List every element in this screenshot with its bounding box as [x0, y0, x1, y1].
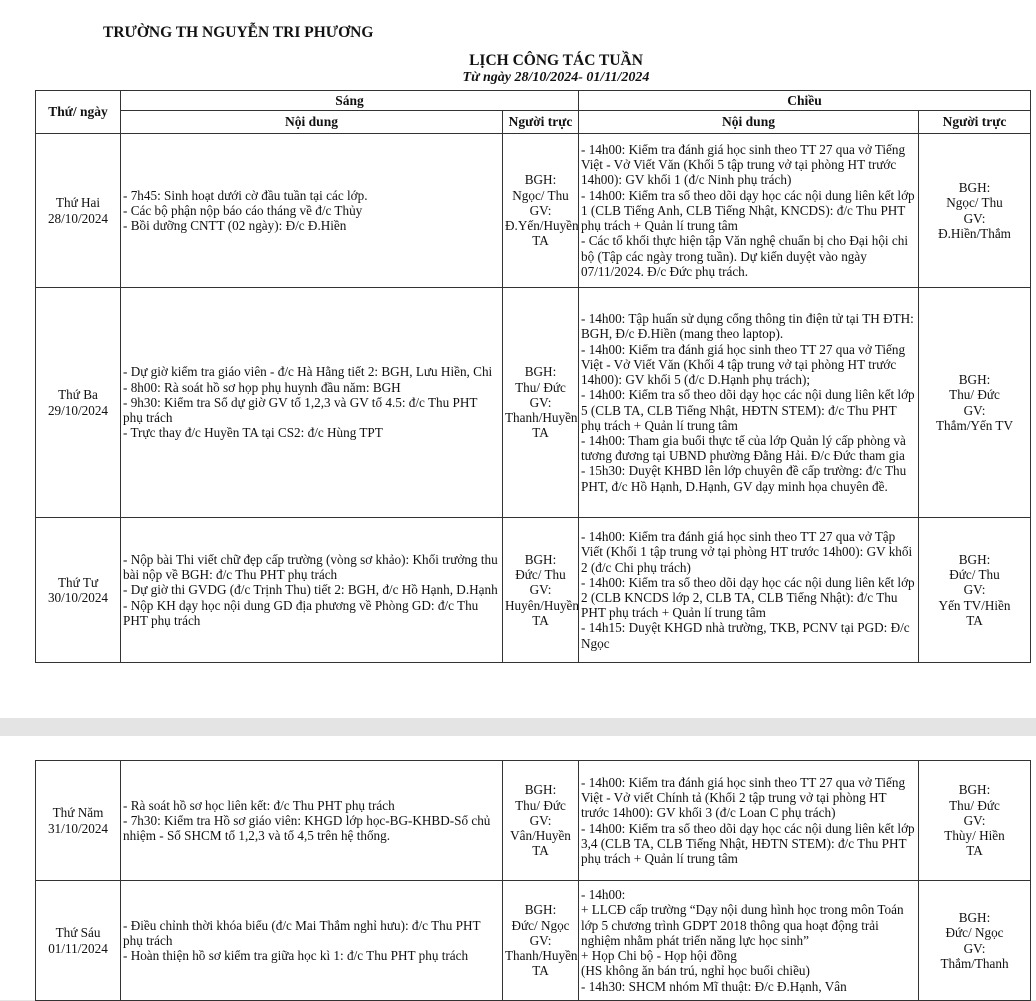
duty-line: GV: — [963, 210, 986, 226]
duty-line: BGH: — [524, 364, 557, 380]
task-item: - Nộp KH dạy học nội dung GD địa phương về Phòng GD: đ/c Thu PHT phụ trách — [123, 597, 479, 628]
day-cell — [36, 518, 121, 663]
duty-line: Đ.Hiền/Thắm — [938, 225, 1011, 241]
duty-line: Thắm/Yến TV — [935, 417, 1014, 433]
duty-line: TA — [532, 963, 549, 979]
morning-duty-cell — [503, 881, 579, 1001]
morning-content-cell — [121, 134, 503, 288]
duty-line: GV: — [963, 940, 986, 956]
morning-duty-cell — [503, 761, 579, 881]
day-cell — [36, 881, 121, 1001]
duty-line: Yến TV/Hiền — [938, 597, 1011, 613]
duty-line: Thanh/Huyền — [505, 410, 578, 426]
duty-line: Vân/Huyền TA — [510, 828, 571, 859]
duty-line: BGH: — [958, 910, 991, 926]
day-cell — [36, 761, 121, 881]
morning-duty-cell — [503, 134, 579, 288]
task-item: - 14h00: Kiểm tra đánh giá học sinh theo TT 27 qua vở Tiếng Việt - Vở viết Chính tả (Khối 2 tập trung vở tại phòng HT trước 14h00): GV khối 3 (đ/c Loan C phụ trách) — [581, 774, 906, 821]
task-item: (HS không ăn bán trú, nghỉ học buổi chiều) — [581, 963, 810, 979]
duty-line: GV: — [963, 812, 986, 828]
duty-line: BGH: — [524, 172, 557, 188]
duty-line: GV: — [529, 582, 552, 598]
duty-line: Ngọc/ Thu — [512, 187, 569, 203]
duty-line: GV: — [963, 582, 986, 598]
duty-line: GV: — [963, 402, 986, 418]
school-name: TRƯỜNG TH NGUYỄN TRI PHƯƠNG — [103, 24, 374, 41]
day-date: 29/10/2024 — [47, 402, 109, 418]
task-item: - Rà soát hồ sơ học liên kết: đ/c Thu PHT phụ trách — [123, 797, 395, 813]
duty-line: BGH: — [524, 902, 557, 918]
task-item: - 7h45: Sinh hoạt dưới cờ đầu tuần tại các lớp. — [123, 187, 368, 203]
task-item: - Trực thay đ/c Huyền TA tại CS2: đ/c Hùng TPT — [123, 425, 383, 441]
task-item: - 14h00: Kiểm tra đánh giá học sinh theo TT 27 qua vở Tiếng Việt - Vở Viết Văn (Khối 5 tập trung vở tại phòng HT trước 14h00): GV khối 1 (đ/c Ninh phụ trách) — [581, 142, 906, 188]
task-item: - Các tổ khối thực hiện tập Văn nghệ chuẩn bị cho Đại hội chi bộ (Tập các ngày trong tuần). Dự kiến duyệt vào ngày 07/11/2024. Đ/c Đức phụ trách. — [581, 233, 908, 279]
duty-line: Thu/ Đức — [515, 797, 566, 813]
afternoon-duty-cell — [919, 134, 1031, 288]
task-item: - 14h00: Kiểm tra đánh giá học sinh theo TT 27 qua vở Tiếng Việt - Vở Viết Văn (Khối 4 tập trung vở tại phòng HT trước 14h00): GV khối 5 (đ/c D.Hạnh phụ trách); — [581, 341, 906, 388]
duty-line: Đ.Yến/Huyền — [505, 218, 579, 234]
afternoon-content-cell — [579, 288, 919, 518]
header-morning: Sáng — [121, 91, 579, 111]
task-item: - 7h30: Kiểm tra Hồ sơ giáo viên: KHGD lớp học-BG-KHBD-Sổ chủ nhiệm - Sổ SHCM tổ 1,2,3 và tổ 4,5 trên hệ thống. — [123, 812, 491, 844]
afternoon-content-cell — [579, 761, 919, 881]
duty-line: Đức/ Ngọc — [945, 925, 1004, 941]
header-afternoon: Chiều — [579, 91, 1031, 111]
afternoon-duty-cell — [919, 288, 1031, 518]
header-afternoon-content: Nội dung — [579, 111, 919, 134]
morning-content-cell — [121, 518, 503, 663]
table-row — [36, 288, 1031, 518]
duty-line: GV: — [529, 812, 552, 828]
afternoon-duty-cell — [919, 881, 1031, 1001]
day-cell — [36, 288, 121, 518]
duty-line: Huyên/Huyền — [505, 597, 579, 613]
duty-line: BGH: — [958, 372, 991, 388]
table-row — [36, 518, 1031, 663]
duty-line: BGH: — [958, 180, 991, 196]
duty-line: Đức/ Thu — [515, 567, 566, 583]
duty-line: GV: — [529, 202, 552, 218]
duty-line: Thu/ Đức — [515, 379, 566, 395]
day-name: Thứ Sáu — [55, 925, 101, 941]
morning-content-cell — [121, 881, 503, 1001]
duty-line: TA — [532, 233, 549, 249]
duty-line: Thắm/Thanh — [940, 955, 1009, 971]
task-item: - 14h15: Duyệt KHGD nhà trường, TKB, PCNV tại PGD: Đ/c Ngọc — [581, 620, 910, 651]
afternoon-content-cell — [579, 881, 919, 1001]
task-item: - Các bộ phận nộp báo cáo tháng về đ/c Thủy — [123, 202, 363, 218]
date-range: Từ ngày 28/10/2024- 01/11/2024 — [462, 70, 650, 85]
morning-content-cell — [121, 761, 503, 881]
header-day: Thứ/ ngày — [36, 91, 121, 134]
task-item: - 15h30: Duyệt KHBD lên lớp chuyên đề cấp trường: đ/c Thu PHT, đ/c Hồ Hạnh, D.Hạnh, GV dạy minh họa chuyên đề. — [581, 463, 907, 494]
task-item: + Họp Chi bộ - Họp hội đồng — [581, 948, 737, 964]
task-item: + LLCĐ cấp trường “Dạy nội dung hình học trong môn Toán lớp 5 chương trình GDPT 2018 thông qua hoạt động trải nghiệm nhằm phát triển năng lực học sinh” — [581, 902, 904, 948]
duty-line: BGH: — [958, 551, 991, 567]
duty-line: GV: — [529, 932, 552, 948]
duty-line: Thùy/ Hiền — [944, 828, 1005, 844]
task-item: - Điều chỉnh thời khóa biểu (đ/c Mai Thắm nghỉ hưu): đ/c Thu PHT phụ trách — [123, 917, 481, 948]
duty-line: Ngọc/ Thu — [946, 195, 1003, 211]
task-item: - 8h00: Rà soát hồ sơ họp phụ huynh đầu năm: BGH — [123, 379, 401, 395]
morning-content-cell — [121, 288, 503, 518]
task-item: - Hoàn thiện hồ sơ kiểm tra giữa học kì 1: đ/c Thu PHT phụ trách — [123, 948, 469, 964]
schedule-title: LỊCH CÔNG TÁC TUẦN — [469, 52, 643, 69]
duty-line: Thanh/Huyền — [505, 948, 578, 964]
duty-line: BGH: — [524, 782, 557, 798]
duty-line: BGH: — [524, 551, 557, 567]
duty-line: TA — [966, 612, 983, 628]
task-item: - 14h00: Kiểm tra đánh giá học sinh theo TT 27 qua vở Tập Viết (Khối 1 tập trung vở tại phòng HT trước 14h00): GV khối 2 (đ/c Chi phụ trách) — [581, 529, 913, 575]
header-afternoon-duty: Người trực — [919, 111, 1031, 134]
task-item: - 14h00: Kiểm tra sổ theo dõi dạy học các nội dung liên kết lớp 2 (CLB KNCDS lớp 2, CLB TA, CLB Tiếng Nhật): đ/c Thu PHT phụ trách + Quản lí trung tâm — [581, 574, 915, 621]
task-item: - 14h00: Kiểm tra sổ theo dõi dạy học các nội dung liên kết lớp 1 (CLB Tiếng Anh, CLB Tiếng Nhật, KNCDS): đ/c Thu PHT phụ trách + Quản lí trung tâm — [581, 187, 915, 234]
task-item: - 14h00: Kiểm tra sổ theo dõi dạy học các nội dung liên kết lớp 3,4 (CLB TA, CLB Tiếng Nhật, HĐTN STEM): đ/c Thu PHT phụ trách + Quản lí trung tâm — [581, 820, 915, 866]
day-date: 28/10/2024 — [47, 210, 109, 226]
day-date: 01/11/2024 — [48, 940, 108, 956]
schedule-table-continued — [35, 760, 1031, 1001]
duty-line: Thu/ Đức — [949, 797, 1000, 813]
duty-line: Đức/ Thu — [949, 567, 1000, 583]
duty-line: Đức/ Ngọc — [511, 917, 570, 933]
task-item: - 9h30: Kiểm tra Sổ dự giờ GV tổ 1,2,3 và GV tổ 4.5: đ/c Thu PHT phụ trách — [123, 394, 478, 426]
day-date: 31/10/2024 — [47, 820, 109, 836]
task-item: - 14h00: — [581, 887, 626, 903]
duty-line: GV: — [529, 394, 552, 410]
day-name: Thứ Ba — [58, 387, 98, 403]
task-item: - Bồi dưỡng CNTT (02 ngày): Đ/c Đ.Hiền — [123, 218, 347, 234]
table-row — [36, 761, 1031, 881]
afternoon-content-cell — [579, 134, 919, 288]
table-row — [36, 134, 1031, 288]
duty-line: BGH: — [958, 782, 991, 798]
day-name: Thứ Năm — [52, 805, 104, 821]
afternoon-duty-cell — [919, 761, 1031, 881]
duty-line: TA — [532, 612, 549, 628]
duty-line: Thu/ Đức — [949, 387, 1000, 403]
page-2 — [0, 736, 1036, 1000]
task-item: - Dự giờ kiểm tra giáo viên - đ/c Hà Hằng tiết 2: BGH, Lưu Hiền, Chi — [123, 364, 493, 380]
table-row — [36, 881, 1031, 1001]
header-morning-content: Nội dung — [121, 111, 503, 134]
morning-duty-cell — [503, 288, 579, 518]
morning-duty-cell — [503, 518, 579, 663]
day-name: Thứ Hai — [55, 195, 101, 211]
schedule-table — [35, 90, 1031, 663]
afternoon-duty-cell — [919, 518, 1031, 663]
task-item: - 14h00: Tham gia buổi thực tế của lớp Quản lý cấp phòng và tương đương tại UBND phường Đằng Hải. Đ/c Đức tham gia — [581, 432, 906, 464]
afternoon-content-cell — [579, 518, 919, 663]
day-date: 30/10/2024 — [47, 590, 109, 605]
task-item: - 14h30: SHCM nhóm Mĩ thuật: Đ/c Đ.Hạnh, Vân — [581, 978, 847, 994]
header-morning-duty: Người trực — [503, 111, 579, 134]
duty-line: TA — [532, 425, 549, 441]
day-cell — [36, 134, 121, 288]
task-item: - Nộp bài Thi viết chữ đẹp cấp trường (vòng sơ khảo): Khối trưởng thu bài nộp về BGH: đ/c Thu PHT phụ trách — [123, 551, 498, 583]
day-name: Thứ Tư — [57, 574, 99, 590]
task-item: - 14h00: Kiểm tra sổ theo dõi dạy học các nội dung liên kết lớp 5 (CLB TA, CLB Tiếng Nhật, HĐTN STEM): đ/c Thu PHT phụ trách + Quản lí trung tâm — [581, 387, 915, 433]
task-item: - 14h00: Tập huấn sử dụng cổng thông tin điện tử tại TH ĐTH: BGH, Đ/c Đ.Hiền (mang theo laptop). — [581, 311, 914, 342]
duty-line: TA — [966, 843, 983, 859]
task-item: - Dự giờ thi GVDG (đ/c Trịnh Thu) tiết 2: BGH, đ/c Hồ Hạnh, D.Hạnh — [123, 582, 498, 598]
